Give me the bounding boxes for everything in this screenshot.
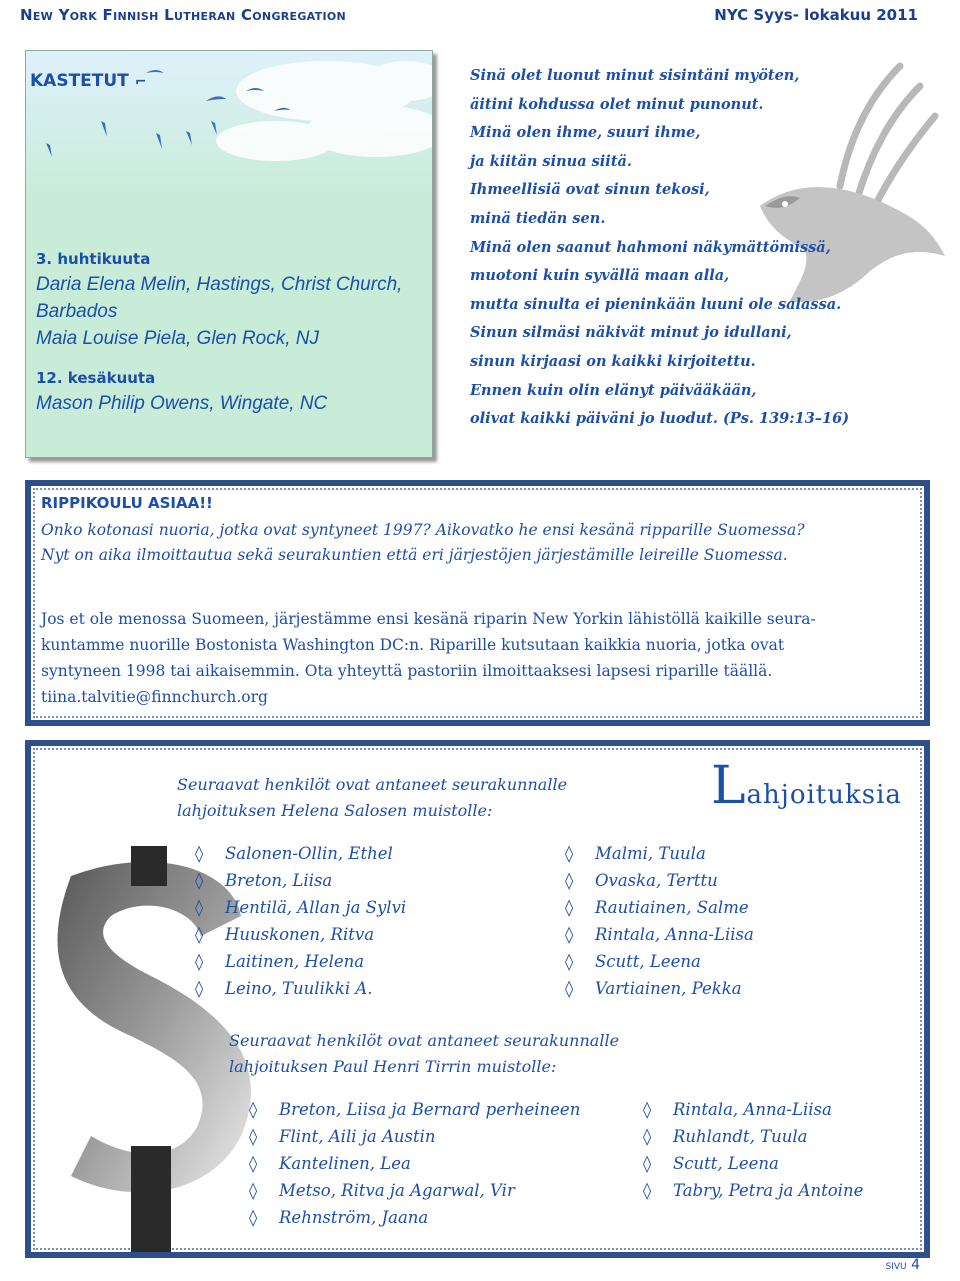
confirmation-paragraph-2 — [41, 606, 921, 710]
baptisms-list — [36, 247, 426, 417]
donor-list — [249, 1096, 580, 1231]
donor-name: ◊ Ovaska, Terttu — [565, 867, 754, 894]
donation-intro-2 — [229, 1028, 619, 1080]
psalm-text — [470, 62, 930, 434]
donor-name: ◊ Vartiainen, Pekka — [565, 975, 754, 1002]
donor-list — [195, 840, 406, 1002]
psalm-line: minä tiedän sen. — [470, 209, 606, 227]
donor-name: ◊ Flint, Aili ja Austin — [249, 1123, 580, 1150]
psalm-line: äitini kohdussa olet minut punonut. — [470, 95, 764, 113]
text-line: syntyneen 1998 tai aikaisemmin. Ota yhteyttä pastoriin ilmoittaaksesi lapsesi riparille täällä. — [41, 662, 773, 680]
page-number: sivu 4 — [885, 1257, 920, 1273]
donor-name: ◊ Rintala, Anna-Liisa — [643, 1096, 863, 1123]
contact-email[interactable]: tiina.talvitie@finnchurch.org — [41, 688, 268, 706]
confirmation-paragraph-1 — [41, 518, 921, 568]
donor-name: ◊ Metso, Ritva ja Agarwal, Vir — [249, 1177, 580, 1204]
baptisms-title: KASTETUT ⌐ — [30, 71, 147, 91]
donor-list — [565, 840, 754, 1002]
baptisms-box — [25, 50, 433, 458]
psalm-line: Minä olen saanut hahmoni näkymättömissä, — [470, 238, 831, 256]
baptism-name: Maia Louise Piela, Glen Rock, NJ — [36, 328, 320, 349]
donor-name: ◊ Breton, Liisa — [195, 867, 406, 894]
issue-date: NYC Syys- lokakuu 2011 — [714, 6, 918, 24]
psalm-line: Sinä olet luonut minut sisintäni myöten, — [470, 67, 800, 84]
baptism-date: 3. huhtikuuta — [36, 250, 151, 268]
donations-box — [25, 740, 930, 1258]
psalm-line: Minä olen ihme, suuri ihme, — [470, 124, 701, 142]
baptism-name: Mason Philip Owens, Wingate, NC — [36, 393, 328, 414]
baptism-name: Daria Elena Melin, Hastings, Christ Church, Barbados — [36, 274, 403, 322]
psalm-line: Ennen kuin olin elänyt päivääkään, — [470, 381, 757, 399]
intro-line: Seuraavat henkilöt ovat antaneet seurakunnalle — [229, 1031, 620, 1050]
text-line: Jos et ole menossa Suomeen, järjestämme ensi kesänä riparin New Yorkin lähistöllä kaikille seura- — [41, 610, 816, 628]
donor-name: ◊ Scutt, Leena — [643, 1150, 863, 1177]
psalm-line: muotoni kuin syvällä maan alla, — [470, 267, 730, 285]
donation-intro-1 — [177, 772, 567, 824]
donor-name: ◊ Rautiainen, Salme — [565, 894, 754, 921]
psalm-line: mutta sinulta ei pieninkään luuni ole salassa. — [470, 295, 842, 313]
donor-name: ◊ Laitinen, Helena — [195, 948, 406, 975]
donor-name: ◊ Leino, Tuulikki A. — [195, 975, 406, 1002]
text-line: kuntamme nuorille Bostonista Washington DC:n. Riparille kutsutaan kaikkia nuoria, jotka ovat — [41, 636, 785, 654]
newsletter-title: New York Finnish Lutheran Congregation — [20, 6, 346, 24]
donor-name: ◊ Rintala, Anna-Liisa — [565, 921, 754, 948]
text-line: Onko kotonasi nuoria, jotka ovat syntyneet 1997? Aikovatko he ensi kesänä ripparille Suomessa? — [41, 521, 805, 539]
donor-name: ◊ Salonen-Ollin, Ethel — [195, 840, 406, 867]
donor-name: ◊ Ruhlandt, Tuula — [643, 1123, 863, 1150]
psalm-line: Sinun silmäsi näkivät minut jo idullani, — [470, 324, 792, 342]
confirmation-title: RIPPIKOULU ASIAA!! — [41, 494, 213, 512]
donor-name: ◊ Kantelinen, Lea — [249, 1150, 580, 1177]
confirmation-school-box — [25, 480, 930, 726]
donor-name: ◊ Tabry, Petra ja Antoine — [643, 1177, 863, 1204]
bird-icon: ⌐ — [134, 74, 147, 90]
intro-line: lahjoituksen Paul Henri Tirrin muistolle: — [229, 1057, 557, 1076]
donor-name: ◊ Malmi, Tuula — [565, 840, 754, 867]
psalm-line: Ihmeellisiä ovat sinun tekosi, — [470, 181, 710, 199]
psalm-line: olivat kaikki päiväni jo luodut. (Ps. 139:13–16) — [470, 410, 850, 428]
donor-name: ◊ Huuskonen, Ritva — [195, 921, 406, 948]
donations-title: Lahjoituksia — [711, 756, 902, 816]
donor-name: ◊ Hentilä, Allan ja Sylvi — [195, 894, 406, 921]
intro-line: lahjoituksen Helena Salosen muistolle: — [177, 801, 493, 820]
donor-name: ◊ Rehnström, Jaana — [249, 1204, 580, 1231]
psalm-line: sinun kirjaasi on kaikki kirjoitettu. — [470, 352, 756, 370]
donor-name: ◊ Breton, Liisa ja Bernard perheineen — [249, 1096, 580, 1123]
intro-line: Seuraavat henkilöt ovat antaneet seurakunnalle — [177, 775, 568, 794]
text-line: Nyt on aika ilmoittautua sekä seurakuntien että eri järjestöjen järjestämille leireille Suomessa. — [41, 546, 788, 564]
donor-list — [643, 1096, 863, 1204]
psalm-line: ja kiitän sinua siitä. — [470, 152, 632, 170]
donor-name: ◊ Scutt, Leena — [565, 948, 754, 975]
baptism-date: 12. kesäkuuta — [36, 369, 156, 387]
